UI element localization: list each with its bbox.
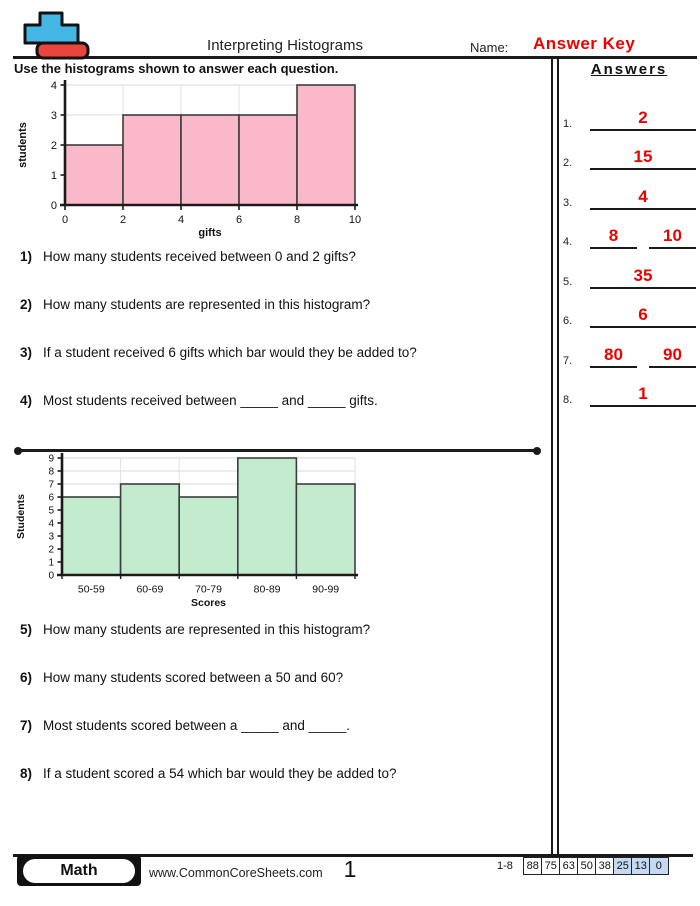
divider-line	[17, 449, 538, 452]
answer-value: 6	[638, 305, 648, 324]
answer-number: 7.	[563, 354, 573, 367]
answers-column-divider	[551, 57, 559, 855]
answer-row-2	[563, 134, 696, 174]
answer-number: 1.	[563, 117, 573, 130]
answer-value: 80	[604, 344, 623, 364]
question-8	[20, 766, 545, 781]
plus-minus-math-logo-icon	[6, 3, 96, 63]
answers-list	[563, 94, 696, 410]
x-tick-label: 10	[348, 214, 362, 226]
answer-blank	[649, 227, 696, 249]
x-axis-title: Scores	[190, 597, 227, 609]
answer-value: 15	[633, 147, 653, 166]
y-tick-label: 6	[48, 492, 54, 504]
answer-row-6	[563, 292, 696, 332]
question-text: How many students are represented in this histogram?	[43, 622, 371, 637]
score-cell: 88	[523, 857, 543, 875]
x-tick-label: 0	[61, 214, 69, 226]
score-cell: 0	[649, 857, 669, 875]
answer-row-3	[563, 173, 696, 213]
header-rule	[13, 56, 697, 59]
score-cell: 63	[559, 857, 579, 875]
answer-row-8	[563, 371, 696, 411]
score-cell: 25	[613, 857, 633, 875]
answer-number: 2.	[563, 157, 573, 169]
question-7	[20, 718, 545, 733]
question-group-1	[20, 249, 545, 441]
answer-value: 35	[633, 265, 653, 285]
page-number: 1	[343, 856, 357, 882]
x-tick-label: 6	[235, 214, 243, 226]
question-text: Most students scored between a _____ and _____.	[43, 718, 350, 733]
score-cell: 38	[595, 857, 615, 875]
answer-row-1	[563, 94, 696, 134]
answer-row-4	[563, 213, 696, 253]
question-text: If a student scored a 54 which bar would they be added to?	[43, 766, 397, 781]
answer-blank	[590, 306, 696, 328]
question-5	[20, 622, 545, 637]
x-category-label: 80-89	[253, 583, 281, 596]
answer-blank	[590, 385, 696, 407]
x-tick-label: 8	[293, 214, 301, 226]
question-number: 1)	[20, 249, 33, 264]
score-range-label: 1-8	[497, 860, 513, 872]
subject-badge-label: Math	[23, 859, 135, 883]
question-2	[20, 297, 545, 312]
question-4	[20, 393, 545, 408]
bar	[121, 484, 180, 575]
y-tick-label: 2	[50, 139, 57, 152]
x-category-label: 50-59	[77, 583, 105, 596]
answer-number: 8.	[563, 394, 573, 406]
answer-blank	[590, 227, 637, 249]
question-number: 3)	[20, 345, 33, 360]
minus-icon	[37, 43, 88, 58]
question-text: How many students received between 0 and 2 gifts?	[43, 249, 356, 264]
bar	[179, 497, 238, 575]
answer-blank	[590, 346, 637, 368]
histogram-gifts	[14, 78, 374, 242]
answer-value: 8	[608, 226, 619, 245]
name-label: Name:	[470, 40, 509, 55]
bar	[239, 115, 297, 205]
y-tick-label: 2	[48, 544, 54, 556]
answer-blank	[590, 188, 696, 210]
answer-number: 4.	[563, 236, 573, 248]
question-text: How many students scored between a 50 and 60?	[43, 670, 344, 685]
question-1	[20, 249, 545, 264]
answer-blank	[590, 109, 696, 131]
question-text: Most students received between _____ and _____ gifts.	[43, 393, 378, 408]
score-cell: 13	[631, 857, 651, 875]
answer-row-5	[563, 252, 696, 292]
question-group-2	[20, 622, 545, 814]
y-tick-label: 7	[48, 479, 54, 491]
score-cell: 50	[577, 857, 597, 875]
subject-badge	[17, 855, 141, 886]
answer-key-text: Answer Key	[533, 34, 636, 53]
question-number: 8)	[20, 766, 33, 781]
answer-blank	[590, 267, 696, 289]
bar	[296, 484, 355, 575]
question-number: 5)	[20, 622, 33, 637]
answers-panel-title: Answers	[590, 61, 668, 78]
answer-blank	[590, 148, 696, 170]
y-tick-label: 0	[48, 570, 54, 582]
question-3	[20, 345, 545, 360]
question-6	[20, 670, 545, 685]
question-text: How many students are represented in this histogram?	[43, 297, 371, 312]
divider-dot-right	[533, 447, 541, 455]
y-axis-title: students	[17, 122, 29, 168]
x-category-label: 60-69	[136, 583, 164, 596]
question-number: 2)	[20, 297, 33, 312]
x-axis-title: gifts	[198, 227, 222, 239]
score-table	[523, 857, 669, 875]
answer-number: 5.	[563, 275, 573, 288]
answer-value: 4	[638, 186, 648, 206]
answer-value: 2	[638, 107, 648, 127]
x-tick-label: 2	[119, 214, 127, 226]
answer-blank	[649, 346, 696, 368]
question-text: If a student received 6 gifts which bar would they be added to?	[43, 345, 417, 360]
bar	[181, 115, 239, 205]
bar	[65, 145, 123, 205]
bar	[297, 85, 355, 205]
question-number: 4)	[20, 393, 33, 408]
y-tick-label: 1	[50, 169, 57, 182]
x-tick-label: 4	[177, 214, 185, 226]
y-tick-label: 9	[48, 453, 54, 465]
answer-number: 6.	[563, 315, 573, 327]
website-url: www.CommonCoreSheets.com	[149, 866, 323, 880]
answer-row-7	[563, 331, 696, 371]
instruction-text: Use the histograms shown to answer each question.	[14, 61, 339, 76]
x-category-label: 70-79	[195, 583, 222, 596]
bar	[62, 497, 121, 575]
y-tick-label: 0	[50, 199, 57, 212]
y-tick-label: 1	[48, 557, 54, 569]
y-tick-label: 3	[48, 531, 54, 543]
y-tick-label: 4	[48, 518, 54, 530]
question-number: 6)	[20, 670, 33, 685]
bar	[123, 115, 181, 205]
y-tick-label: 5	[48, 505, 54, 517]
answer-value: 90	[663, 344, 682, 364]
y-tick-label: 3	[50, 109, 57, 122]
x-category-label: 90-99	[312, 583, 340, 596]
y-axis-title: Students	[15, 494, 27, 539]
question-number: 7)	[20, 718, 33, 733]
y-tick-label: 4	[50, 79, 57, 92]
score-cell: 75	[541, 857, 561, 875]
bar	[238, 458, 297, 575]
answer-value: 10	[663, 226, 682, 245]
histogram-scores	[14, 453, 374, 611]
page-title: Interpreting Histograms	[207, 37, 363, 54]
answer-number: 3.	[563, 196, 573, 209]
answer-value: 1	[638, 384, 648, 403]
y-tick-label: 8	[48, 466, 54, 478]
